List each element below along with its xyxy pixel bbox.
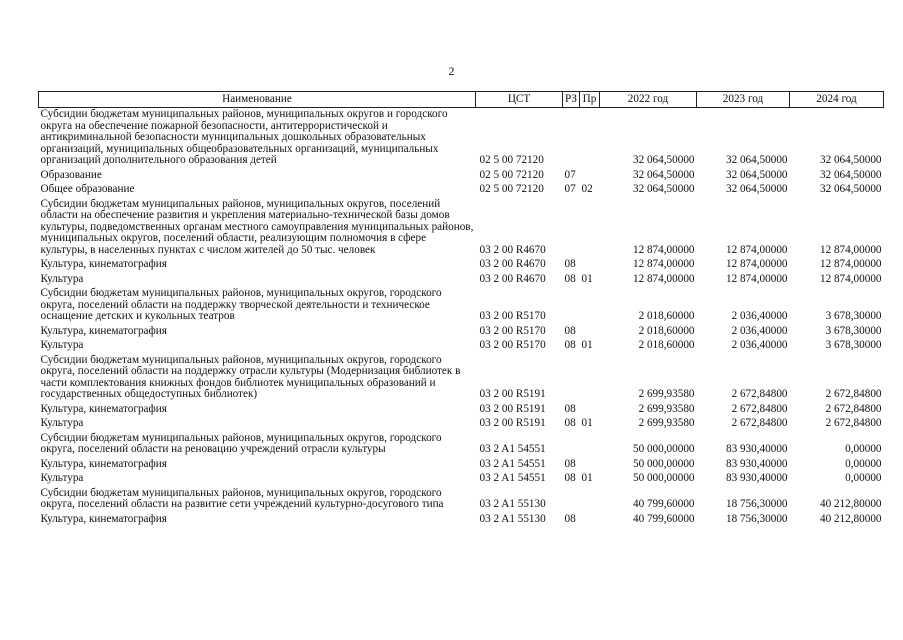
cell-rz: 08 bbox=[564, 417, 576, 429]
cell-cst: 03 2 A1 54551 bbox=[479, 472, 546, 484]
cell-cst: 03 2 A1 55130 bbox=[479, 498, 546, 510]
cell-2022: 12 874,00000 bbox=[632, 258, 695, 270]
cell-2023: 18 756,30000 bbox=[725, 512, 788, 525]
cell-2024: 0,00000 bbox=[845, 472, 882, 484]
header-rz: РЗ bbox=[563, 92, 580, 108]
header-2023: 2023 год bbox=[697, 92, 790, 108]
cell-2024: 40 212,80000 bbox=[819, 498, 882, 510]
cell-2022: 12 874,00000 bbox=[632, 243, 695, 256]
cell-rz bbox=[563, 432, 580, 458]
cell-rz: 08 bbox=[564, 512, 576, 525]
cell-2022: 40 799,60000 bbox=[632, 498, 695, 510]
cell-2022: 50 000,00000 bbox=[632, 443, 695, 455]
table-row bbox=[39, 487, 884, 513]
cell-2022: 12 874,00000 bbox=[632, 272, 695, 285]
table-row bbox=[39, 458, 884, 473]
cell-2022: 2 018,60000 bbox=[638, 324, 695, 337]
cell-name: Культура bbox=[40, 417, 84, 429]
cell-rz bbox=[563, 198, 580, 259]
cell-2024: 32 064,50000 bbox=[819, 183, 882, 195]
cell-cst: 03 2 00 R5170 bbox=[479, 339, 546, 351]
table-row bbox=[39, 432, 884, 458]
cell-2022: 40 799,60000 bbox=[632, 512, 695, 525]
cell-rz: 08 bbox=[564, 324, 576, 337]
cell-2022: 32 064,50000 bbox=[632, 154, 695, 166]
cell-cst: 03 2 00 R5170 bbox=[479, 324, 546, 337]
cell-2023: 83 930,40000 bbox=[725, 443, 788, 455]
cell-pr: 01 bbox=[581, 417, 593, 429]
cell-2022: 2 699,93580 bbox=[638, 417, 695, 429]
cell-pr bbox=[580, 169, 600, 184]
cell-2023: 2 672,84800 bbox=[731, 388, 788, 400]
cell-name: Культура, кинематография bbox=[40, 512, 167, 525]
cell-2022: 2 699,93580 bbox=[638, 402, 695, 415]
cell-pr bbox=[580, 108, 600, 169]
cell-rz bbox=[563, 287, 580, 325]
table-row bbox=[39, 325, 884, 340]
cell-rz bbox=[563, 487, 580, 513]
cell-2024: 2 672,84800 bbox=[825, 417, 882, 429]
cell-2024: 40 212,80000 bbox=[819, 512, 882, 525]
cell-name: Общее образование bbox=[40, 183, 135, 195]
cell-2022: 50 000,00000 bbox=[632, 472, 695, 484]
cell-rz bbox=[563, 108, 580, 169]
cell-rz: 08 bbox=[564, 258, 576, 270]
table-row bbox=[39, 339, 884, 354]
cell-rz: 08 bbox=[564, 472, 576, 484]
cell-2022: 2 018,60000 bbox=[638, 310, 695, 322]
cell-name: Культура, кинематография bbox=[40, 324, 167, 337]
header-2022: 2022 год bbox=[600, 92, 697, 108]
header-name: Наименование bbox=[39, 92, 476, 108]
cell-rz: 08 bbox=[564, 339, 576, 351]
table-header-row bbox=[39, 92, 884, 108]
cell-pr bbox=[580, 258, 600, 273]
cell-name: Культура, кинематография bbox=[40, 258, 167, 270]
cell-name: Субсидии бюджетам муниципальных районов, муниципальных округов, поселений области на обеспечение развития и укрепления материально-технической базы домов культуры, подведомственных органам местного самоуправления муниципальных районов, муниципальных округов, поселений области, реализующим полномочия в сфере культуры, в населенных пунктах с числом жителей до 50 тыс. человек bbox=[40, 197, 474, 256]
cell-pr bbox=[580, 287, 600, 325]
cell-2024: 0,00000 bbox=[845, 443, 882, 455]
cell-name: Субсидии бюджетам муниципальных районов, муниципальных округов, городского округа, поселений области на реновацию учреждений отрасли культуры bbox=[40, 431, 442, 455]
cell-2023: 2 672,84800 bbox=[731, 402, 788, 415]
cell-2024: 3 678,30000 bbox=[825, 324, 882, 337]
cell-2023: 12 874,00000 bbox=[725, 243, 788, 256]
table-row bbox=[39, 417, 884, 432]
table-body bbox=[39, 108, 884, 528]
cell-name: Культура bbox=[40, 272, 84, 285]
cell-2023: 18 756,30000 bbox=[725, 498, 788, 510]
cell-pr bbox=[580, 403, 600, 418]
cell-2023: 32 064,50000 bbox=[725, 154, 788, 166]
cell-cst: 03 2 00 R5191 bbox=[479, 388, 546, 400]
cell-pr: 01 bbox=[581, 472, 593, 484]
cell-2024: 32 064,50000 bbox=[819, 168, 882, 181]
header-cst: ЦСТ bbox=[476, 92, 563, 108]
header-2024: 2024 год bbox=[790, 92, 884, 108]
cell-cst: 03 2 00 R5191 bbox=[479, 402, 546, 415]
cell-pr bbox=[580, 487, 600, 513]
cell-2024: 12 874,00000 bbox=[819, 258, 882, 270]
cell-2023: 12 874,00000 bbox=[725, 258, 788, 270]
header-pr: Пр bbox=[580, 92, 600, 108]
cell-2023: 2 036,40000 bbox=[731, 310, 788, 322]
cell-2023: 2 036,40000 bbox=[731, 339, 788, 351]
cell-pr: 01 bbox=[581, 339, 593, 351]
table-row bbox=[39, 403, 884, 418]
table-row bbox=[39, 258, 884, 273]
table-row bbox=[39, 287, 884, 325]
table-row bbox=[39, 354, 884, 403]
cell-2022: 50 000,00000 bbox=[632, 457, 695, 470]
cell-2023: 32 064,50000 bbox=[725, 168, 788, 181]
cell-name: Субсидии бюджетам муниципальных районов, муниципальных округов, городского округа, поселений области на развитие сети учреждений культурно-досугового типа bbox=[40, 486, 444, 510]
cell-rz: 08 bbox=[564, 272, 576, 285]
cell-cst: 03 2 A1 54551 bbox=[479, 457, 546, 470]
cell-name: Культура bbox=[40, 339, 84, 351]
cell-cst: 03 2 00 R4670 bbox=[479, 272, 546, 285]
cell-2023: 2 672,84800 bbox=[731, 417, 788, 429]
cell-2024: 32 064,50000 bbox=[819, 154, 882, 166]
cell-2024: 12 874,00000 bbox=[819, 243, 882, 256]
cell-cst: 03 2 00 R5191 bbox=[479, 417, 546, 429]
cell-cst: 03 2 00 R4670 bbox=[479, 258, 546, 270]
cell-2024: 3 678,30000 bbox=[825, 339, 882, 351]
cell-pr: 01 bbox=[581, 272, 593, 285]
cell-cst: 03 2 00 R5170 bbox=[479, 310, 546, 322]
cell-rz: 07 bbox=[564, 183, 576, 195]
table-row bbox=[39, 183, 884, 198]
cell-rz: 07 bbox=[564, 168, 576, 181]
cell-2024: 3 678,30000 bbox=[825, 310, 882, 322]
cell-cst: 02 5 00 72120 bbox=[479, 183, 544, 195]
cell-pr bbox=[580, 354, 600, 403]
cell-cst: 03 2 A1 55130 bbox=[479, 512, 546, 525]
cell-rz: 08 bbox=[564, 457, 576, 470]
cell-pr bbox=[580, 458, 600, 473]
cell-pr bbox=[580, 325, 600, 340]
cell-name: Образование bbox=[40, 168, 102, 181]
cell-cst: 02 5 00 72120 bbox=[479, 168, 544, 181]
cell-pr bbox=[580, 198, 600, 259]
cell-2024: 2 672,84800 bbox=[825, 388, 882, 400]
table-row bbox=[39, 108, 884, 169]
cell-name: Субсидии бюджетам муниципальных районов, муниципальных округов, городского округа, поселений области на поддержку творческой деятельности и техническое оснащение детских и кукольных театров bbox=[40, 287, 442, 322]
cell-cst: 03 2 A1 54551 bbox=[479, 443, 546, 455]
cell-2023: 83 930,40000 bbox=[725, 457, 788, 470]
cell-2022: 32 064,50000 bbox=[632, 168, 695, 181]
cell-pr bbox=[580, 513, 600, 528]
cell-2024: 0,00000 bbox=[845, 457, 882, 470]
table-row bbox=[39, 169, 884, 184]
cell-pr: 02 bbox=[581, 183, 593, 195]
cell-2022: 32 064,50000 bbox=[632, 183, 695, 195]
table-row bbox=[39, 513, 884, 528]
cell-2023: 83 930,40000 bbox=[725, 472, 788, 484]
page-number: 2 bbox=[448, 64, 455, 78]
table-row bbox=[39, 198, 884, 259]
cell-name: Субсидии бюджетам муниципальных районов, муниципальных округов и городского округа на обеспечение пожарной безопасности, антитеррористической и антикриминальной безопасности муниципальных дошкольных образовательных организаций, муниципальных общеобразовательных организаций, муниципальных организаций дополнительного образования детей bbox=[40, 108, 448, 166]
cell-cst: 03 2 00 R4670 bbox=[479, 243, 546, 256]
cell-2022: 2 699,93580 bbox=[638, 388, 695, 400]
cell-2024: 2 672,84800 bbox=[825, 402, 882, 415]
cell-2023: 2 036,40000 bbox=[731, 324, 788, 337]
budget-table bbox=[38, 91, 884, 527]
cell-name: Культура bbox=[40, 472, 84, 484]
cell-2024: 12 874,00000 bbox=[819, 272, 882, 285]
cell-pr bbox=[580, 432, 600, 458]
table-row bbox=[39, 273, 884, 288]
table-row bbox=[39, 472, 884, 487]
cell-cst: 02 5 00 72120 bbox=[479, 154, 544, 166]
cell-name: Культура, кинематография bbox=[40, 402, 167, 415]
cell-2022: 2 018,60000 bbox=[638, 339, 695, 351]
cell-2023: 32 064,50000 bbox=[725, 183, 788, 195]
cell-2023: 12 874,00000 bbox=[725, 272, 788, 285]
cell-name: Культура, кинематография bbox=[40, 457, 167, 470]
cell-rz bbox=[563, 354, 580, 403]
cell-name: Субсидии бюджетам муниципальных районов, муниципальных округов, городского округа, поселений области на поддержку отрасли культуры (Модернизация библиотек в части комплектования книжных фондов библиотек муниципальных образований и государственных общедоступных библиотек) bbox=[40, 353, 461, 400]
cell-rz: 08 bbox=[564, 402, 576, 415]
